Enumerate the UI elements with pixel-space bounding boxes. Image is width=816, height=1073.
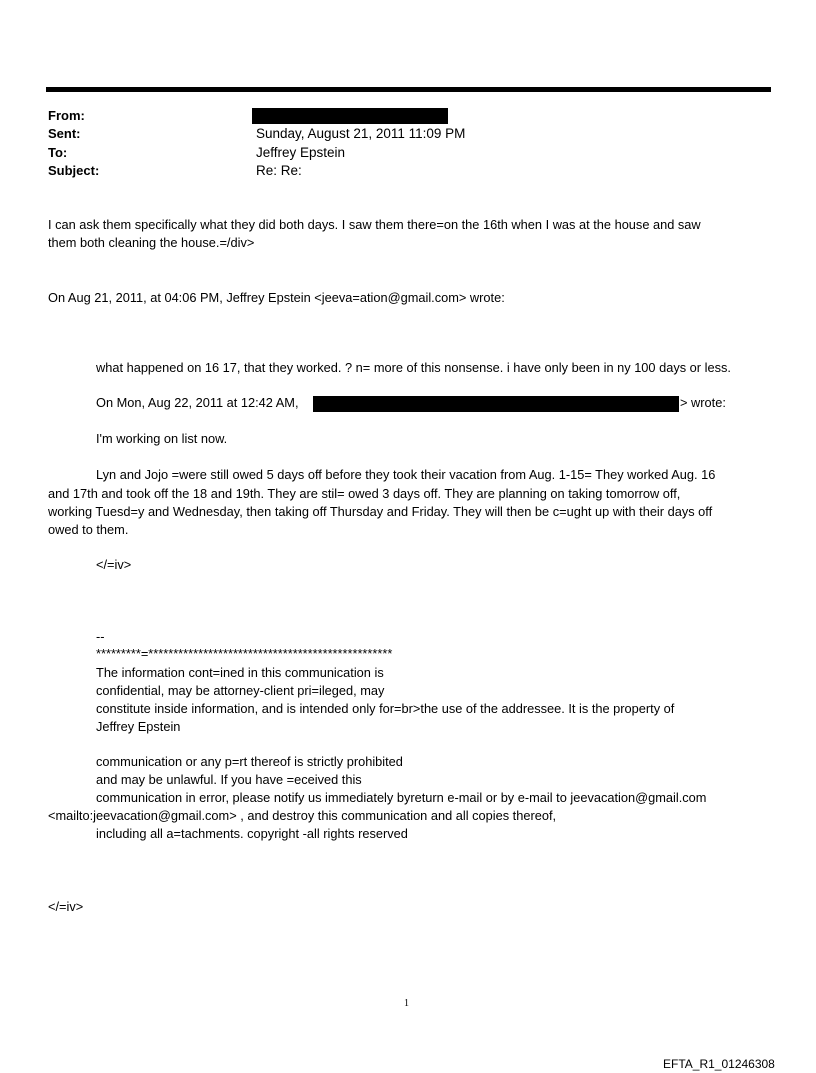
sender-redaction bbox=[313, 396, 679, 412]
bates-number: EFTA_R1_01246308 bbox=[663, 1057, 775, 1071]
to-label: To: bbox=[48, 145, 68, 160]
disclaimer-line-3: constitute inside information, and is intended only for=br>the use of the addressee. It is the property of bbox=[96, 701, 675, 716]
inner-quote-intro-prefix: On Mon, Aug 22, 2011 at 12:42 AM, bbox=[96, 395, 299, 410]
body-paragraph-2-line-4: owed to them. bbox=[48, 522, 129, 537]
disclaimer-line-1: The information cont=ined in this communication is bbox=[96, 665, 384, 680]
body-paragraph-1-line-2: them both cleaning the house.=/div> bbox=[48, 235, 255, 250]
disclaimer-line-6: and may be unlawful. If you have =eceived this bbox=[96, 772, 362, 787]
body-paragraph-2-line-2: and 17th and took off the 18 and 19th. They are stil= owed 3 days off. They are planning on taking tomorrow off, bbox=[48, 486, 681, 501]
from-value-redaction bbox=[252, 108, 448, 124]
quote-intro: On Aug 21, 2011, at 04:06 PM, Jeffrey Epstein <jeeva=ation@gmail.com> wrote: bbox=[48, 290, 505, 305]
div-close-inner: </=iv> bbox=[96, 557, 132, 572]
disclaimer-line-2: confidential, may be attorney-client pri=ileged, may bbox=[96, 683, 385, 698]
disclaimer-line-7: communication in error, please notify us immediately byreturn e-mail or by e-mail to jeevacation@gmail.com bbox=[96, 790, 707, 805]
reply-line: what happened on 16 17, that they worked. ? n= more of this nonsense. i have only been in ny 100 days or less. bbox=[96, 360, 731, 375]
page-number: 1 bbox=[404, 998, 409, 1009]
sent-label: Sent: bbox=[48, 126, 81, 141]
disclaimer-line-8: <mailto:jeevacation@gmail.com> , and destroy this communication and all copies thereof, bbox=[48, 808, 557, 823]
working-line: I'm working on list now. bbox=[96, 431, 228, 446]
signature-stars: *********=************************************************* bbox=[96, 646, 393, 661]
header-rule bbox=[46, 87, 771, 92]
disclaimer-line-5: communication or any p=rt thereof is strictly prohibited bbox=[96, 754, 403, 769]
body-paragraph-2-line-1: Lyn and Jojo =were still owed 5 days off before they took their vacation from Aug. 1-15= They worked Aug. 16 bbox=[96, 467, 716, 482]
to-value: Jeffrey Epstein bbox=[256, 145, 346, 160]
from-label: From: bbox=[48, 108, 85, 123]
disclaimer-line-4: Jeffrey Epstein bbox=[96, 719, 181, 734]
div-close-outer: </=iv> bbox=[48, 899, 84, 914]
inner-quote-intro-suffix: > wrote: bbox=[680, 395, 726, 410]
body-paragraph-2-line-3: working Tuesd=y and Wednesday, then taking off Thursday and Friday. They will then be c=ught up with their days off bbox=[48, 504, 713, 519]
sent-value: Sunday, August 21, 2011 11:09 PM bbox=[256, 126, 466, 141]
subject-label: Subject: bbox=[48, 163, 100, 178]
disclaimer-line-9: including all a=tachments. copyright -all rights reserved bbox=[96, 826, 408, 841]
signature-dashes: -- bbox=[96, 629, 105, 644]
subject-value: Re: Re: bbox=[256, 163, 302, 178]
body-paragraph-1-line-1: I can ask them specifically what they did both days. I saw them there=on the 16th when I was at the house and saw bbox=[48, 217, 701, 232]
